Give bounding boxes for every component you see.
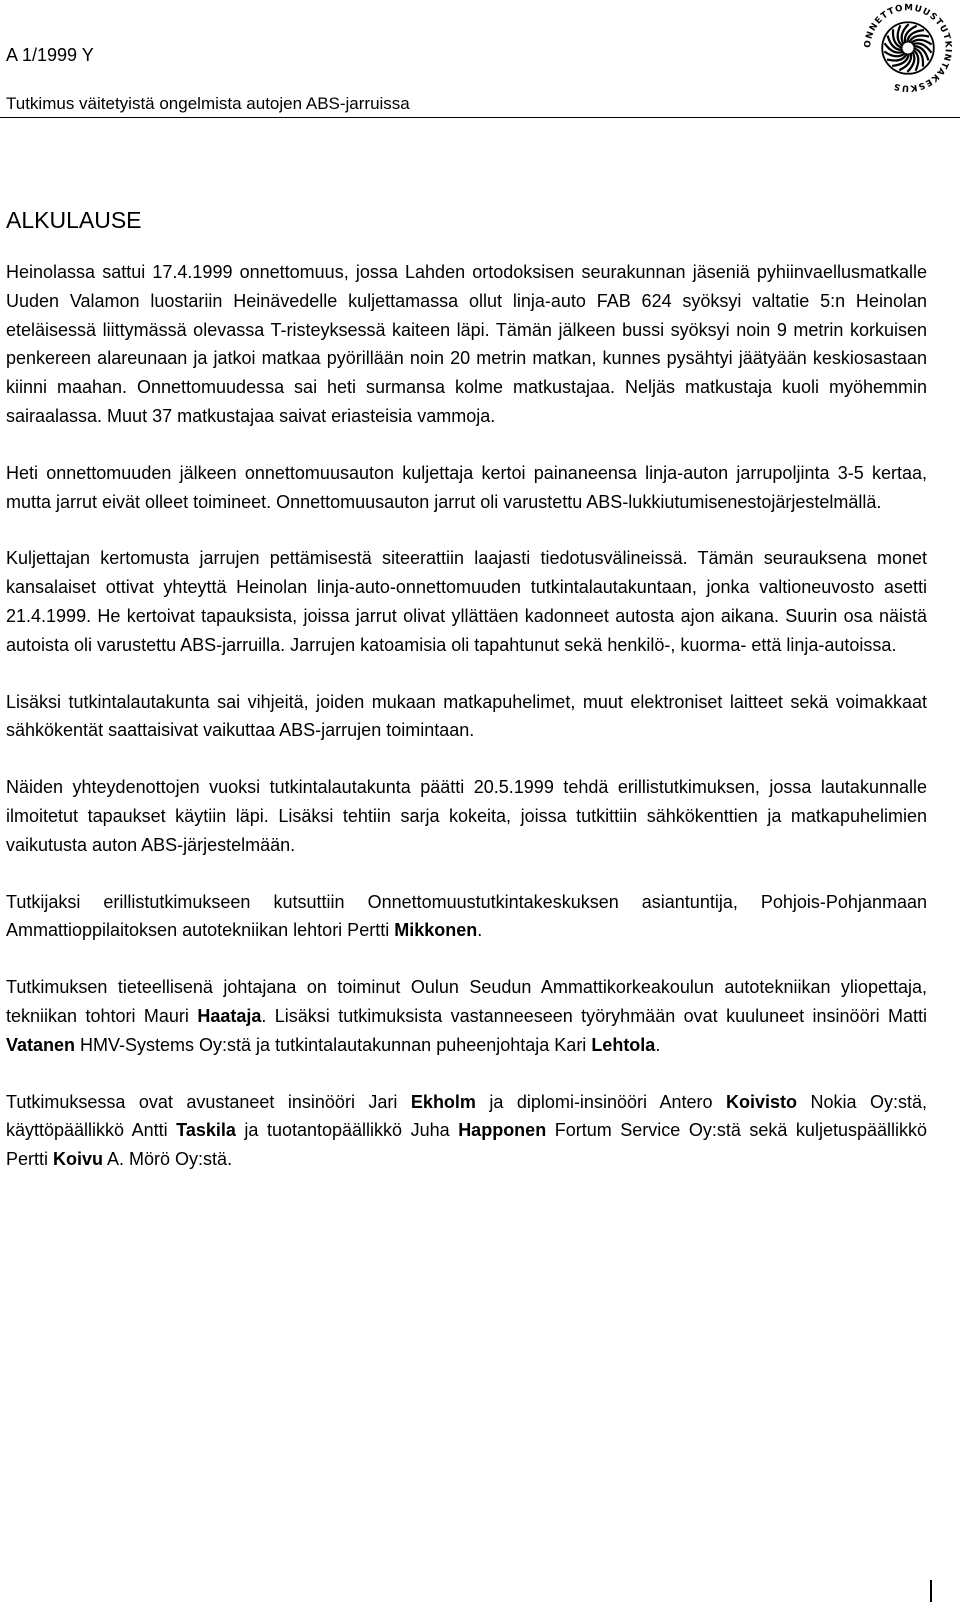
text-run: Fortum Service Oy:stä sekä kuljetuspäällikkö Pertti (6, 1120, 928, 1170)
text-run: Heinolassa sattui 17.4.1999 onnettomuus, jossa Lahden ortodoksisen seurakunnan jäseniä pyhiinvaellusmatkalle Uuden Valamon luostariin Heinävedelle kuljettamassa ollut linja-auto FAB 624 syöksyi valtatie 5:n Heinolan eteläisessä liittymässä olevassa T-risteyksessä kaiteen läpi. Tämän jälkeen bussi syöksyi noin 9 metrin korkuisen penkereen alareunaan ja jatkoi matkaa pyörillään noin 20 metrin matkan, kunnes pysähtyi jäätyään keskiosastaan kiinni maahan. Onnettomuudessa sai heti surmansa kolme matkustajaa. Neljäs matkustaja kuoli myöhemmin sairaalassa. Muut 37 matkustajaa saivat eriasteisia vammoja. (6, 262, 927, 426)
document-title: Tutkimus väitetyistä ongelmista autojen ABS-jarruissa (6, 94, 410, 113)
text-run: HMV-Systems Oy:stä ja tutkintalautakunnan puheenjohtaja Kari (75, 1034, 592, 1055)
text-run: Näiden yhteydenottojen vuoksi tutkintalautakunta päätti 20.5.1999 tehdä erillistutkimuksen, jossa lautakunnalle ilmoitetut tapaukset käytiin läpi. Lisäksi tehtiin sarja kokeita, joissa tutkittiin sähkökenttien ja matkapuhelimien vaikutusta auton ABS-järjestelmään. (6, 777, 927, 855)
logo-text: ONNETTOMUUSTUTKINTAKESKUS (863, 3, 953, 93)
bold-name: Taskila (176, 1120, 236, 1141)
text-run: ja tuotantopäällikkö Juha (235, 1120, 459, 1141)
text-run: . Lisäksi tutkimuksista vastanneeseen työryhmään ovat kuuluneet insinööri Matti (261, 1005, 927, 1026)
text-run: Heti onnettomuuden jälkeen onnettomuusauton kuljettaja kertoi painaneensa linja-auton jarrupoljinta 3-5 kertaa, mutta jarrut eivät olleet toimineet. Onnettomuusauton jarrut oli varustettu ABS-lukkiutumisenestojärjestelmällä. (6, 462, 927, 512)
text-run: Nokia Oy:stä, käyttöpäällikkö Antti (6, 1091, 928, 1141)
text-run: Tutkimuksessa ovat avustaneet insinööri Jari (6, 1091, 411, 1112)
paragraph (6, 888, 927, 946)
text-run: A. Mörö Oy:stä. (103, 1149, 233, 1170)
bold-name: Koivu (53, 1149, 104, 1170)
text-run: . (477, 920, 483, 941)
bold-name: Ekholm (410, 1091, 476, 1112)
text-run: Tutkimuksen tieteellisenä johtajana on toiminut Oulun Seudun Ammattikorkeakoulun autotekniikan yliopettaja, tekniikan tohtori Mauri (6, 977, 927, 1026)
text-run: . (655, 1034, 661, 1055)
section-heading: ALKULAUSE (6, 207, 142, 233)
bold-name: Mikkonen (394, 920, 478, 941)
paragraph (6, 973, 927, 1059)
paragraph (6, 688, 927, 746)
bold-name: Haataja (197, 1005, 262, 1026)
bold-name: Lehtola (591, 1034, 656, 1055)
bold-name: Happonen (458, 1120, 547, 1141)
paragraph (6, 773, 927, 859)
document-body (6, 258, 927, 1202)
document-code: A 1/1999 Y (6, 45, 94, 65)
bold-name: Koivisto (725, 1091, 797, 1112)
paragraph (6, 1088, 927, 1174)
page-edge-mark (930, 1580, 932, 1602)
paragraph (6, 544, 927, 659)
text-run: Kuljettajan kertomusta jarrujen pettämisestä siteerattiin laajasti tiedotusvälineissä. Tämän seurauksena monet kansalaiset ottivat yhteyttä Heinolan linja-auto-onnettomuuden tutkintalautakuntaan, jonka valtioneuvosto asetti 21.4.1999. He kertoivat tapauksista, joissa jarrut olivat yllättäen kadonneet autosta ajon aikana. Suurin osa näistä autoista oli varustettu ABS-jarruilla. Jarrujen katoamisia oli tapahtunut sekä henkilö-, kuorma- että linja-autoissa. (6, 548, 927, 655)
text-run: Lisäksi tutkintalautakunta sai vihjeitä, joiden mukaan matkapuhelimet, muut elektroniset laitteet sekä voimakkaat sähkökentät saattaisivat vaikuttaa ABS-jarrujen toimintaan. (6, 691, 927, 741)
bold-name: Vatanen (6, 1034, 76, 1055)
paragraph (6, 258, 927, 431)
text-run: ja diplomi-insinööri Antero (475, 1091, 726, 1112)
onnettomuustutkintakeskus-seal-icon (862, 2, 954, 94)
text-run: Tutkijaksi erillistutkimukseen kutsuttiin Onnettomuustutkintakeskuksen asiantuntija, Pohjois-Pohjanmaan Ammattioppilaitoksen autotekniikan lehtori Pertti (6, 891, 927, 941)
paragraph (6, 459, 927, 517)
header-divider (0, 117, 960, 118)
